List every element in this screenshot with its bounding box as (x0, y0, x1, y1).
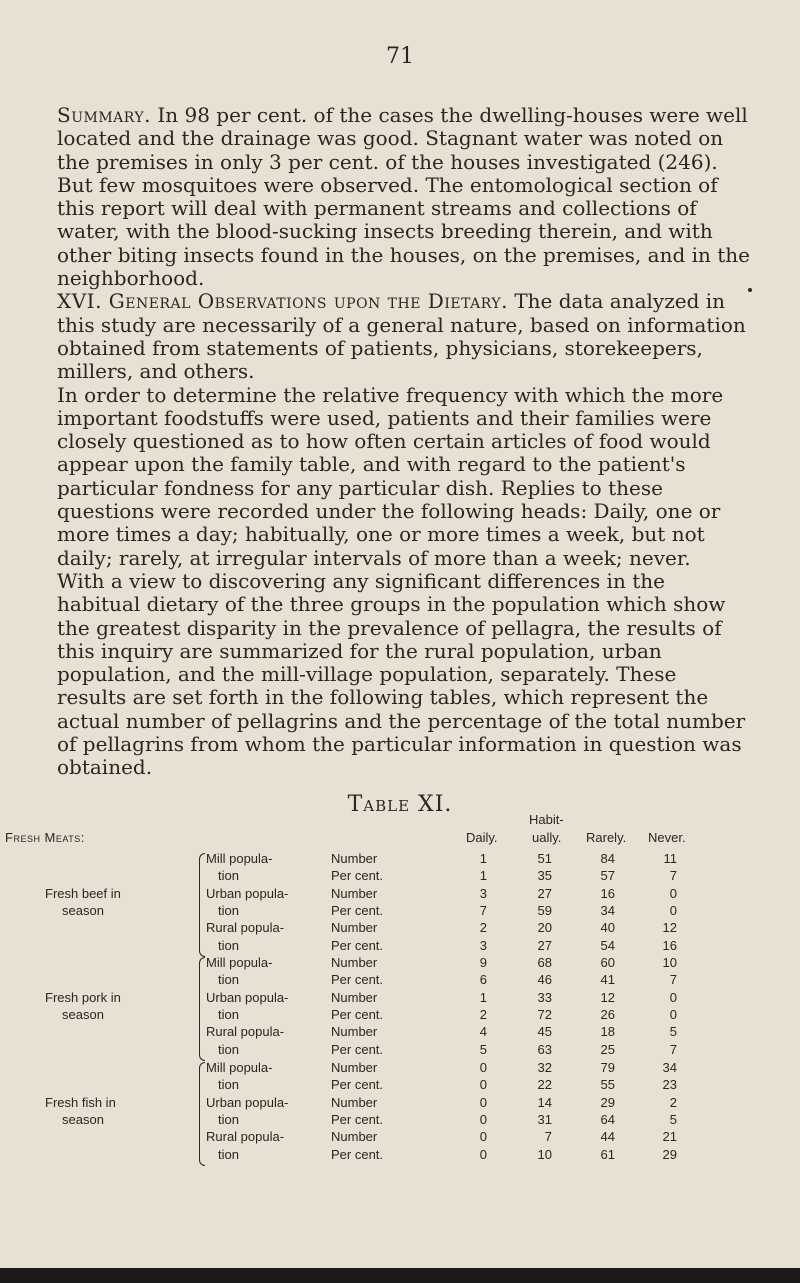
cell-rarely: 18 (600, 1024, 615, 1040)
cell-daily: 0 (479, 1129, 487, 1145)
measure-label: Per cent. (331, 1006, 384, 1022)
population-label: Rural popula- (206, 1129, 285, 1145)
cell-daily: 7 (479, 902, 487, 918)
group-brace (199, 853, 205, 957)
cell-habitually: 31 (537, 1111, 552, 1127)
section-heading: XVI. General Observations upon the Dietary. (57, 289, 508, 314)
cell-daily: 9 (479, 955, 487, 970)
measure-label: Per cent. (331, 972, 384, 988)
measure-label: Number (331, 1094, 378, 1110)
population-label: Urban popula- (206, 1094, 289, 1110)
cell-daily: 6 (479, 972, 487, 988)
cell-daily: 3 (479, 937, 487, 953)
cell-daily: 1 (479, 989, 487, 1005)
measure-label: Number (331, 1024, 378, 1040)
header-daily: Daily. (466, 830, 498, 845)
measure-label: Per cent. (331, 1146, 384, 1162)
measure-label: Per cent. (331, 937, 384, 953)
cell-habitually: 59 (537, 902, 552, 918)
group-label-line2: season (62, 902, 104, 918)
measure-label: Number (331, 1060, 378, 1075)
population-label: Urban popula- (206, 989, 289, 1005)
cell-never: 21 (662, 1129, 677, 1145)
cell-rarely: 44 (600, 1129, 615, 1145)
group-brace (199, 957, 205, 1061)
header-never: Never. (648, 830, 686, 845)
cell-habitually: 32 (537, 1060, 552, 1075)
cell-habitually: 7 (544, 1129, 552, 1145)
population-label: Urban popula- (206, 885, 289, 901)
cell-never: 5 (669, 1024, 677, 1040)
measure-label: Per cent. (331, 902, 384, 918)
cell-rarely: 25 (600, 1041, 615, 1057)
population-label: Rural popula- (206, 920, 285, 936)
cell-never: 23 (662, 1077, 677, 1093)
cell-daily: 0 (479, 1077, 487, 1093)
population-label: tion (218, 1077, 239, 1093)
cell-daily: 2 (479, 1006, 487, 1022)
cell-daily: 5 (479, 1041, 487, 1057)
cell-rarely: 26 (600, 1006, 615, 1022)
cell-habitually: 22 (537, 1077, 552, 1093)
cell-never: 16 (662, 937, 677, 953)
cell-rarely: 54 (600, 937, 615, 953)
cell-daily: 0 (479, 1111, 487, 1127)
cell-rarely: 60 (600, 955, 615, 970)
paragraph-groups: With a view to discovering any significant differences in the habitual dietary of the three groups in the population which show the greatest disparity in the prevalence of pellagra, the results of this inquiry are summarized for the rural population, urban population, and the mill-village population, separately. These results are set forth in the following tables, which represent the actual number of pellagrins and the percentage of the total number of pellagrins from whom the particular information in question was obtained. (57, 568, 746, 780)
cell-rarely: 40 (600, 920, 615, 936)
measure-label: Per cent. (331, 1077, 384, 1093)
population-label: tion (218, 868, 239, 884)
cell-rarely: 16 (600, 885, 615, 901)
group-label-line2: season (62, 1006, 104, 1022)
group-label-line1: Fresh fish in (45, 1094, 116, 1110)
population-label: Mill popula- (206, 851, 273, 866)
header-habitually-line2: ually. (532, 830, 562, 845)
measure-label: Per cent. (331, 1111, 384, 1127)
cell-daily: 0 (479, 1146, 487, 1162)
cell-never: 7 (669, 1041, 677, 1057)
population-label: tion (218, 1146, 239, 1162)
cell-daily: 1 (479, 851, 487, 866)
cell-never: 7 (669, 868, 677, 884)
measure-label: Number (331, 989, 378, 1005)
population-label: tion (218, 902, 239, 918)
cell-never: 11 (663, 851, 677, 866)
cell-rarely: 55 (600, 1077, 615, 1093)
measure-label: Number (331, 1129, 378, 1145)
summary-text: In 98 per cent. of the cases the dwelling-houses were well located and the drainage was good. Stagnant water was noted on the premises in only 3 per cent. of the houses investigated (246). But few mosquitoes were observed. The entomological section of this report will deal with permanent streams and collections of water, with the blood-sucking insects breeding therein, and with other biting insects found in the houses, on the premises, and in the neighborhood. (57, 103, 750, 291)
cell-daily: 1 (479, 868, 487, 884)
cell-daily: 0 (479, 1094, 487, 1110)
cell-habitually: 46 (537, 972, 552, 988)
cell-habitually: 20 (537, 920, 552, 936)
cell-never: 5 (669, 1111, 677, 1127)
cell-rarely: 57 (600, 868, 615, 884)
cell-never: 34 (662, 1060, 677, 1075)
cell-never: 12 (662, 920, 677, 936)
cell-habitually: 10 (537, 1146, 552, 1162)
cell-rarely: 61 (600, 1146, 615, 1162)
population-label: tion (218, 1006, 239, 1022)
cell-daily: 0 (479, 1060, 487, 1075)
cell-habitually: 27 (537, 885, 552, 901)
cell-rarely: 79 (600, 1060, 615, 1075)
population-label: tion (218, 1111, 239, 1127)
cell-habitually: 45 (537, 1024, 552, 1040)
population-label: tion (218, 972, 239, 988)
header-habitually-line1: Habit- (529, 812, 564, 827)
cell-never: 0 (669, 885, 677, 901)
population-label: Rural popula- (206, 1024, 285, 1040)
page-number: 71 (386, 44, 414, 69)
population-label: Mill popula- (206, 955, 273, 970)
group-label-line2: season (62, 1111, 104, 1127)
cell-never: 0 (669, 1006, 677, 1022)
cell-never: 7 (669, 972, 677, 988)
population-label: Mill popula- (206, 1060, 273, 1075)
cell-habitually: 14 (537, 1094, 552, 1110)
measure-label: Number (331, 955, 378, 970)
cell-habitually: 63 (537, 1041, 552, 1057)
cell-habitually: 35 (537, 868, 552, 884)
header-rarely: Rarely. (586, 830, 627, 845)
cell-daily: 3 (479, 885, 487, 901)
measure-label: Number (331, 885, 378, 901)
cell-never: 29 (662, 1146, 677, 1162)
cell-rarely: 64 (600, 1111, 615, 1127)
cell-daily: 4 (479, 1024, 487, 1040)
cell-never: 0 (669, 902, 677, 918)
cell-never: 10 (662, 955, 677, 970)
group-label-line1: Fresh beef in (45, 885, 121, 901)
dietary-text: The data analyzed in this study are necessarily of a general nature, based on information obtained from statements of patients, physicians, storekeepers, millers, and others. (57, 289, 746, 384)
population-label: tion (218, 1041, 239, 1057)
measure-label: Per cent. (331, 868, 384, 884)
cell-never: 0 (669, 989, 677, 1005)
population-label: tion (218, 937, 239, 953)
cell-rarely: 29 (600, 1094, 615, 1110)
cell-never: 2 (669, 1094, 677, 1110)
cell-habitually: 51 (537, 851, 552, 866)
cell-rarely: 41 (600, 972, 615, 988)
measure-label: Per cent. (331, 1041, 384, 1057)
cell-habitually: 27 (537, 937, 552, 953)
summary-lead: Summary. (57, 103, 151, 127)
cell-habitually: 33 (537, 989, 552, 1005)
cell-daily: 2 (479, 920, 487, 936)
cell-habitually: 72 (537, 1006, 552, 1022)
cell-rarely: 12 (600, 989, 615, 1005)
paragraph-method: In order to determine the relative frequency with which the more important foodstuffs were used, patients and their families were closely questioned as to how often certain articles of food would appear upon the family table, and with regard to the patient's particular fondness for any particular dish. Replies to these questions were recorded under the following heads: Daily, one or more times a day; habitually, one or more times a week, but not daily; rarely, at irregular intervals of more than a week; never. (57, 382, 724, 570)
group-label-line1: Fresh pork in (45, 989, 121, 1005)
stray-mark (748, 288, 752, 292)
cell-rarely: 34 (600, 902, 615, 918)
measure-label: Number (331, 920, 378, 936)
section-label: Fresh Meats: (5, 830, 85, 845)
cell-rarely: 84 (600, 851, 615, 866)
group-brace (199, 1062, 205, 1166)
measure-label: Number (331, 851, 378, 866)
table-title: Table XI. (347, 792, 453, 817)
cell-habitually: 68 (537, 955, 552, 970)
scan-edge (0, 1268, 800, 1283)
